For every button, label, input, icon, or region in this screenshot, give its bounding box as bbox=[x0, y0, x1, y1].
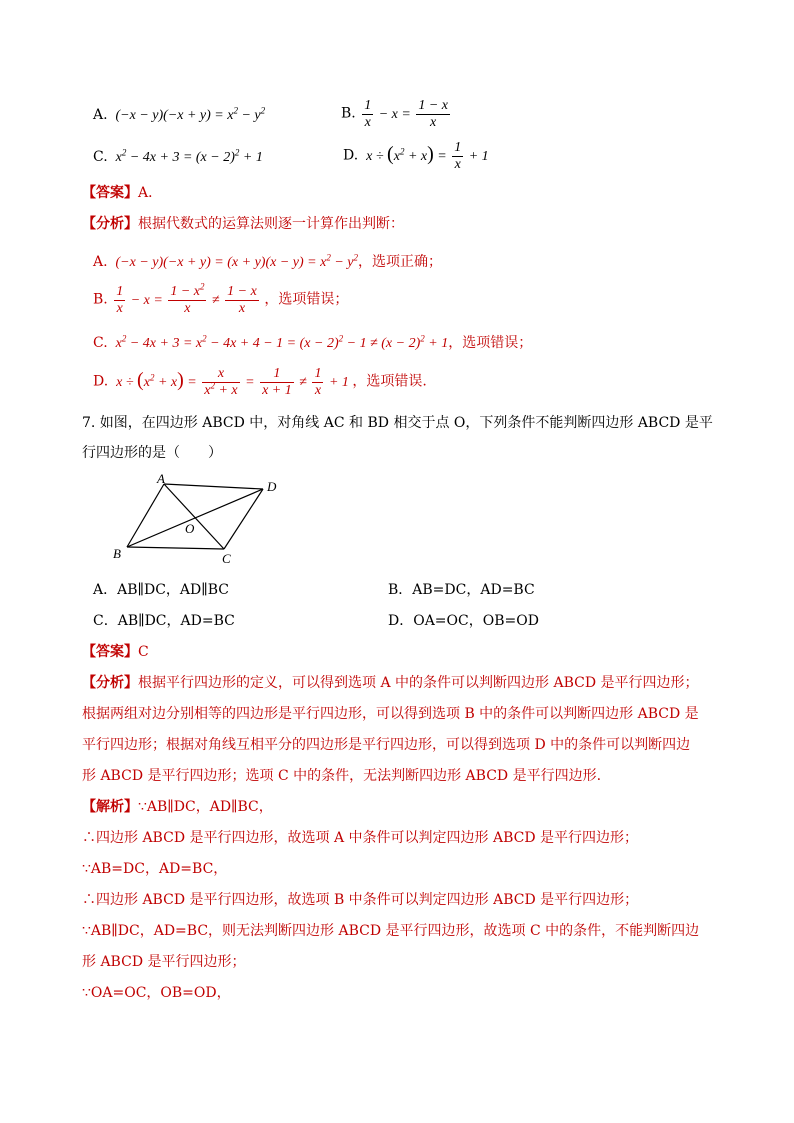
q7-analysis-line1 bbox=[82, 673, 699, 693]
parallelogram-figure bbox=[105, 472, 285, 567]
vertex-label-b: B bbox=[113, 546, 121, 561]
q7-solution-line6: 形 ABCD 是平行四边形； bbox=[82, 954, 246, 970]
analysis-bracket: 【分析】 bbox=[82, 216, 138, 232]
analysis-d-formula: $x \div (x^2 + x)$ = $\frac{x}{x^2 + x}$ = $\frac{1}{x + 1}$ ≠ $\frac{1}{x}$ + 1 bbox=[112, 366, 353, 398]
q6-analysis-a bbox=[93, 252, 442, 273]
side-bc bbox=[127, 547, 224, 549]
analysis-c-formula: $x^2 - 4x + 3 = x^2 - 4x + 4 - 1 = (x - 2)^2 - 1 \ne (x - 2)^2 + 1$ bbox=[112, 333, 449, 351]
q6-analysis-b bbox=[93, 281, 349, 317]
option-c-formula: $x^2 - 4x + 3 = (x - 2)^2 + 1$ bbox=[112, 147, 263, 165]
q7-solution-line5: ∵AB∥DC，AD=BC，则无法判断四边形 ABCD 是平行四边形，故选项 C 中的条件，不能判断四边 bbox=[82, 923, 700, 939]
analysis-intro: 根据代数式的运算法则逐一计算作出判断： bbox=[138, 216, 404, 232]
q6-analysis-intro bbox=[82, 214, 404, 234]
answer-text: C bbox=[138, 644, 149, 660]
q6-analysis-d bbox=[93, 366, 427, 399]
side-ad bbox=[164, 484, 263, 489]
analysis-bracket: 【分析】 bbox=[82, 675, 138, 691]
q7-solution-line1 bbox=[82, 797, 273, 817]
vertex-label-a: A bbox=[157, 472, 165, 486]
q7-stem-line1: 7. 如图，在四边形 ABCD 中，对角线 AC 和 BD 相交于点 O，下列条件不能判断四边形 ABCD 是平 bbox=[82, 415, 713, 431]
q7-analysis-line4: 形 ABCD 是平行四边形；选项 C 中的条件，无法判断四边形 ABCD 是平行四边形. bbox=[82, 768, 602, 784]
option-label: C. bbox=[93, 149, 108, 165]
q7-analysis-line2: 根据两组对边分别相等的四边形是平行四边形，可以得到选项 B 中的条件可以判断四边形 ABCD 是 bbox=[82, 706, 699, 722]
analysis-label: C. bbox=[93, 335, 108, 351]
analysis-result: ，选项错误. bbox=[352, 373, 427, 390]
q6-option-b bbox=[341, 98, 452, 131]
side-ab bbox=[127, 484, 164, 547]
analysis-text: 根据平行四边形的定义，可以得到选项 A 中的条件可以判断四边形 ABCD 是平行四边形； bbox=[138, 675, 699, 691]
analysis-b-formula: $\frac{1}{x}$ − x = $\frac{1 - x^2}{x}$ ≠ $\frac{1 - x}{x}$ bbox=[116, 281, 257, 316]
vertex-label-o: O bbox=[185, 521, 195, 536]
q7-solution-line4: ∴四边形 ABCD 是平行四边形，故选项 B 中条件可以判定四边形 ABCD 是平行四边形； bbox=[82, 892, 639, 908]
q7-option-c: C．AB∥DC，AD=BC bbox=[93, 613, 235, 629]
option-label: B. bbox=[341, 105, 356, 122]
solution-text: ∵AB∥DC，AD∥BC， bbox=[138, 799, 273, 815]
option-b-formula: $\frac{1}{x}$ − x = $\frac{1 - x}{x}$ bbox=[364, 98, 448, 130]
q7-option-a: A．AB∥DC，AD∥BC bbox=[93, 582, 229, 598]
analysis-label: D. bbox=[93, 373, 109, 390]
answer-text: A． bbox=[138, 185, 163, 201]
diagonal-ac bbox=[164, 484, 224, 549]
q7-solution-line7: ∵OA=OC，OB=OD， bbox=[82, 985, 231, 1001]
vertex-label-d: D bbox=[267, 479, 277, 494]
analysis-label: A. bbox=[93, 254, 108, 270]
q6-option-c bbox=[93, 147, 263, 168]
q7-stem-line2: 行四边形的是（ ） bbox=[82, 445, 222, 461]
q7-option-d: D．OA=OC，OB=OD bbox=[388, 613, 539, 629]
q7-answer bbox=[82, 642, 149, 662]
answer-bracket: 【答案】 bbox=[82, 185, 138, 201]
analysis-result: ，选项错误； bbox=[264, 291, 349, 308]
q6-option-a bbox=[93, 105, 265, 126]
q7-analysis-line3: 平行四边形；根据对角线互相平分的四边形是平行四边形，可以得到选项 D 中的条件可以判断四边 bbox=[82, 737, 691, 753]
analysis-result: ，选项错误； bbox=[448, 335, 533, 351]
vertex-label-c: C bbox=[222, 551, 231, 566]
option-a-formula: $(-x - y)(-x + y) = x^2 - y^2$ bbox=[112, 105, 266, 123]
diagonal-bd bbox=[127, 489, 263, 547]
analysis-label: B. bbox=[93, 291, 108, 308]
option-label: D. bbox=[343, 147, 359, 164]
option-d-formula: $x \div (x^2 + x)$ = $\frac{1}{x}$ + 1 bbox=[362, 140, 489, 172]
q7-option-b: B．AB=DC，AD=BC bbox=[388, 582, 535, 598]
side-dc bbox=[224, 489, 263, 549]
analysis-a-formula: $(-x - y)(-x + y) = (x + y)(x - y) = x^2 - y^2$ bbox=[112, 252, 358, 270]
option-label: A. bbox=[93, 107, 108, 123]
q7-solution-line2: ∴四边形 ABCD 是平行四边形，故选项 A 中条件可以判定四边形 ABCD 是平行四边形； bbox=[82, 830, 638, 846]
q6-answer bbox=[82, 183, 162, 203]
q7-solution-line3: ∵AB=DC，AD=BC， bbox=[82, 861, 228, 877]
solution-bracket: 【解析】 bbox=[82, 799, 138, 815]
q6-option-d bbox=[343, 140, 489, 173]
analysis-result: ，选项正确； bbox=[358, 254, 442, 270]
q6-analysis-c bbox=[93, 333, 532, 354]
answer-bracket: 【答案】 bbox=[82, 644, 138, 660]
